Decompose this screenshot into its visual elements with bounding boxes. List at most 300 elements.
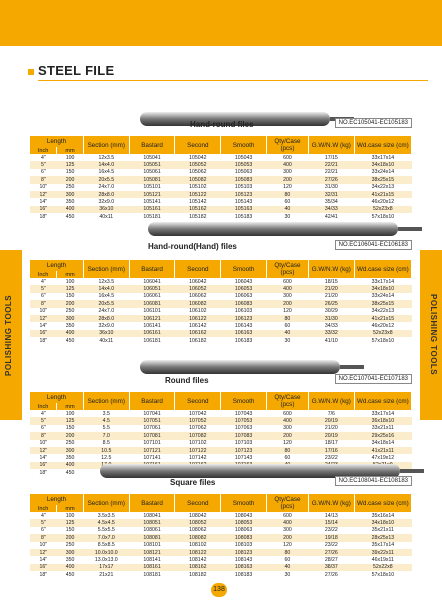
table-cell: 14" [39,455,48,462]
table-cell: 52x22x8 [354,564,411,571]
table-cell: 27/26 [308,549,354,556]
table-cell: 300 [283,425,292,432]
table-cell: 38x25x15 [354,300,411,307]
col-header-case-size: Wd.case size (cm) [354,392,411,410]
table-cell: 200 [266,300,308,307]
table-row [30,440,412,447]
table-cell: 4.5x4.5 [83,519,129,526]
table-cell: 107141 [143,455,161,462]
table-cell: 5" [30,417,57,424]
table-cell: 106101 [143,308,161,315]
table-cell: 108043 [234,512,253,519]
col-header-section: Section (mm) [83,136,129,154]
table-cell: 150 [65,293,75,300]
table-cell: 21/20 [324,425,338,432]
table-cell: 300 [57,315,84,322]
table-cell: 40x11 [99,213,114,220]
table-cell: 108052 [175,519,221,526]
table-cell: 30/29 [324,308,338,315]
table-cell: 41x21x11 [354,447,411,454]
file-tang [340,365,364,369]
table-cell: 600 [283,278,292,285]
table-cell: 52x23x8 [354,206,411,213]
col-header-bastard: Bastard [129,136,175,154]
top-header-bar [0,0,442,46]
table-cell: 200 [266,432,308,439]
col-header-second: Second [175,136,221,154]
table-cell: 108051 [129,519,175,526]
table-cell: 18/17 [324,440,338,447]
table-cell: 105043 [234,154,253,161]
table-cell: 105143 [234,199,253,206]
title-square-icon [28,69,34,75]
col-header-bastard: Bastard [129,260,175,278]
table-cell: 200 [57,300,84,307]
table-cell: 106102 [189,308,207,315]
table-cell: 106183 [234,337,253,344]
table-cell: 200 [266,534,308,541]
table-cell: 108101 [143,542,161,549]
table-cell: 105052 [175,161,221,168]
section-header [30,374,412,388]
table-cell: 23/22 [324,527,338,534]
section-code-range: NO.EC106041-EC106183 [335,240,412,250]
table-cell: 80 [266,549,308,556]
table-cell: 125 [57,417,84,424]
table-cell: 105051 [129,161,175,168]
table-cell: 105181 [143,213,161,220]
table-cell: 300 [57,191,84,198]
side-label-left: POLISHING TOOLS [4,294,13,376]
col-header-length: Length [30,260,83,271]
table-cell: 108061 [143,527,161,534]
table-cell: 200 [266,176,308,183]
table-row [30,519,412,526]
table-cell: 10" [39,542,48,549]
table-cell: 300 [57,447,84,454]
table-cell: 105182 [189,213,207,220]
table-cell: 20/19 [308,417,354,424]
table-cell: 30 [284,571,291,578]
table-cell: 300 [283,527,292,534]
table-cell: 106052 [175,285,221,292]
table-cell: 350 [65,455,75,462]
table-cell: 18" [39,213,48,220]
col-header-qty: Qty/Case (pcs) [266,136,308,154]
table-cell: 106053 [221,285,267,292]
table-cell: 24x7.0 [98,308,115,315]
section-code-range: NO.EC108041-EC108183 [335,476,412,486]
table-cell: 108053 [221,519,267,526]
table-cell: 5.5x5.5 [97,527,115,534]
table-cell: 108083 [221,534,267,541]
col-header-smooth: Smooth [221,494,267,512]
table-cell: 57x18x10 [371,571,395,578]
table-cell: 108103 [234,542,253,549]
table-cell: 33x24x14 [371,293,395,300]
col-header-qty: Qty/Case (pcs) [266,494,308,512]
table-cell: 8" [30,432,57,439]
table-cell: 105121 [129,191,175,198]
table-cell: 100 [65,154,75,161]
table-cell: 125 [57,285,84,292]
file-tang [398,227,422,231]
col-header-inch: Inch [30,147,57,154]
col-header-bastard: Bastard [129,494,175,512]
table-cell: 300 [283,293,292,300]
table-cell: 12" [30,315,57,322]
table-cell: 38x25x15 [354,176,411,183]
table-cell: 60 [284,323,291,330]
table-row [30,293,412,300]
table-cell: 34x18x10 [354,285,411,292]
table-cell: 105162 [175,206,221,213]
table-row [30,571,412,578]
title-rule [38,80,428,81]
table-cell: 5.5 [102,425,110,432]
table-cell: 106043 [234,278,253,285]
col-header-case-size: Wd.case size (cm) [354,260,411,278]
table-cell: 22/21 [308,161,354,168]
table-cell: 33/32 [308,330,354,337]
col-header-mm: mm [57,271,84,278]
table-cell: 107122 [175,447,221,454]
table-cell: 40x11 [99,337,114,344]
col-header-qty: Qty/Case (pcs) [266,260,308,278]
table-cell: 108183 [234,571,253,578]
table-cell: 28/27 [324,557,338,564]
table-cell: 200 [57,176,84,183]
table-cell: 250 [65,184,75,191]
table-cell: 106141 [143,323,161,330]
table-row [30,425,412,432]
col-header-case-size: Wd.case size (cm) [354,494,411,512]
table-cell: 300 [57,549,84,556]
table-row [30,191,412,198]
table-row [30,454,412,461]
table-cell: 40 [266,206,308,213]
table-cell: 10" [39,308,48,315]
table-row [30,330,412,337]
table-cell: 105101 [143,184,161,191]
table-cell: 107103 [234,440,253,447]
table-cell: 35x21x11 [371,527,394,534]
section-title: Square files [170,478,216,487]
table-cell: 107142 [189,455,207,462]
table-cell: 350 [65,323,75,330]
table-cell: 107143 [234,455,253,462]
file-photo [140,360,340,374]
table-cell: 150 [65,527,75,534]
section-header [30,240,412,254]
table-cell: 42/41 [324,213,338,220]
table-cell: 107123 [221,447,267,454]
table-cell: 400 [57,462,84,469]
table-cell: 107061 [143,425,161,432]
section-code-range: NO.EC107041-EC107183 [335,374,412,384]
table-cell: 18" [39,571,48,578]
table-cell: 17x17 [83,564,129,571]
table-cell: 12" [30,191,57,198]
col-header-weight: G.W/N.W (kg) [308,392,354,410]
table-cell: 34x22x13 [371,184,395,191]
table-cell: 106081 [129,300,175,307]
table-cell: 31/30 [308,315,354,322]
table-cell: 400 [57,564,84,571]
table-cell: 108163 [221,564,267,571]
table-cell: 100 [65,512,75,519]
table-cell: 106142 [189,323,207,330]
col-header-inch: Inch [30,271,57,278]
table-cell: 108181 [143,571,161,578]
table-cell: 27/26 [324,571,338,578]
table-cell: 33x17x14 [371,278,395,285]
spec-table [30,494,412,579]
table-cell: 105042 [189,154,207,161]
table-cell: 400 [57,206,84,213]
table-cell: 106042 [189,278,207,285]
table-cell: 22/21 [324,169,338,176]
table-cell: 250 [65,440,75,447]
table-row [30,198,412,205]
table-cell: 106062 [189,293,207,300]
table-row [30,527,412,534]
table-cell: 14/13 [324,512,338,519]
table-cell: 106103 [234,308,253,315]
table-cell: 400 [266,519,308,526]
table-cell: 106122 [175,315,221,322]
table-cell: 107121 [129,447,175,454]
table-cell: 105122 [175,191,221,198]
table-cell: 8" [30,534,57,541]
table-row [30,447,412,454]
table-cell: 600 [283,410,292,417]
col-header-length: Length [30,136,83,147]
table-cell: 106182 [189,337,207,344]
table-cell: 47x19x12 [371,455,395,462]
table-cell: 105081 [129,176,175,183]
table-cell: 18/15 [324,278,338,285]
table-cell: 107053 [221,417,267,424]
table-cell: 12x3.5 [98,278,115,285]
table-cell: 7.0 [83,432,129,439]
file-photo [148,222,398,236]
table-cell: 26/25 [308,300,354,307]
table-cell: 6" [40,425,46,432]
table-cell: 30 [284,337,291,344]
table-cell: 100 [65,278,75,285]
table-cell: 80 [266,447,308,454]
table-cell: 36x10 [83,206,129,213]
table-cell: 16x4.5 [98,169,115,176]
page-title: STEEL FILE [38,63,115,78]
table-cell: 105061 [143,169,161,176]
table-cell: 35/34 [324,199,338,206]
table-cell: 36x10 [83,330,129,337]
table-cell: 106051 [129,285,175,292]
table-cell: 106083 [221,300,267,307]
table-cell: 106041 [143,278,161,285]
table-cell: 17/16 [308,447,354,454]
table-cell: 8" [30,176,57,183]
table-cell: 33x24x14 [371,169,395,176]
table-cell: 600 [283,512,292,519]
col-header-smooth: Smooth [221,392,267,410]
table-cell: 106143 [234,323,253,330]
table-cell: 107083 [221,432,267,439]
col-header-case-size: Wd.case size (cm) [354,136,411,154]
table-cell: 46x20x12 [371,323,395,330]
table-cell: 107041 [143,410,161,417]
table-cell: 46x20x12 [371,199,395,206]
table-cell: 105142 [189,199,207,206]
table-cell: 14x4.0 [83,285,129,292]
table-cell: 4" [40,410,46,417]
file-tang [400,469,424,473]
table-cell: 108141 [143,557,161,564]
table-cell: 107063 [234,425,253,432]
spec-table [30,136,412,221]
table-cell: 28x8.0 [83,191,129,198]
table-cell: 32x9.0 [98,199,115,206]
col-header-section: Section (mm) [83,392,129,410]
table-cell: 200 [57,534,84,541]
table-cell: 21/20 [324,293,338,300]
table-cell: 16" [30,330,57,337]
table-cell: 120 [283,184,292,191]
table-cell: 105082 [175,176,221,183]
col-header-qty: Qty/Case (pcs) [266,392,308,410]
table-cell: 450 [65,469,75,476]
table-cell: 41x21x15 [354,315,411,322]
table-cell: 4" [40,278,46,285]
table-cell: 400 [57,330,84,337]
table-cell: 10" [39,440,48,447]
table-cell: 28x25x13 [354,534,411,541]
table-cell: 17/15 [324,154,338,161]
table-cell: 108102 [189,542,207,549]
col-header-mm: mm [57,147,84,154]
table-cell: 105123 [221,191,267,198]
table-cell: 450 [65,213,75,220]
col-header-mm: mm [57,505,84,512]
col-header-length: Length [30,392,83,403]
section-code-range: NO.EC105041-EC105183 [335,118,412,128]
table-cell: 29x25x16 [354,432,411,439]
table-cell: 46x19x11 [371,557,394,564]
table-cell: 57x18x10 [371,337,395,344]
table-cell: 34x18x10 [354,161,411,168]
table-cell: 108063 [234,527,253,534]
table-cell: 3.5 [102,410,110,417]
table-cell: 106161 [129,330,175,337]
table-cell: 105141 [143,199,161,206]
table-cell: 350 [65,199,75,206]
table-cell: 107101 [143,440,161,447]
side-tab-right [420,250,442,420]
page-number: 138 [211,583,227,597]
table-cell: 450 [65,337,75,344]
table-row [30,161,412,168]
table-cell: 120 [283,542,292,549]
table-row [30,176,412,183]
table-cell: 32/31 [308,191,354,198]
table-cell: 105083 [221,176,267,183]
table-cell: 108062 [189,527,207,534]
table-cell: 108123 [221,549,267,556]
table-row [30,549,412,556]
table-cell: 14" [39,323,48,330]
table-cell: 21x21 [99,571,114,578]
table-cell: 18" [39,469,48,476]
table-cell: 16x4.5 [98,293,115,300]
table-cell: 14" [39,199,48,206]
table-cell: 105041 [143,154,161,161]
table-cell: 106123 [221,315,267,322]
table-cell: 80 [266,315,308,322]
table-cell: 400 [266,417,308,424]
table-cell: 125 [57,519,84,526]
table-cell: 24x7.0 [98,184,115,191]
table-cell: 36x18x10 [354,417,411,424]
table-cell: 105102 [189,184,207,191]
table-row [30,278,412,285]
col-header-smooth: Smooth [221,136,267,154]
table-cell: 35x16x14 [371,512,395,519]
table-cell: 19/18 [308,534,354,541]
table-cell: 33x21x11 [371,425,394,432]
table-cell: 106082 [175,300,221,307]
table-cell: 108162 [175,564,221,571]
table-row [30,417,412,424]
table-cell: 35x17x14 [371,542,395,549]
section-header [30,476,412,490]
table-cell: 150 [65,425,75,432]
spec-table [30,260,412,345]
table-cell: 8.5x8.5 [97,542,115,549]
table-cell: 107051 [129,417,175,424]
table-row [30,308,412,315]
table-cell: 31/30 [324,184,338,191]
table-cell: 105183 [234,213,253,220]
table-cell: 120 [283,440,292,447]
section-title: Hand-round(Hand) files [148,242,237,251]
table-cell: 34x22x13 [371,308,395,315]
table-cell: 600 [283,154,292,161]
table-cell: 108082 [175,534,221,541]
table-cell: 6" [40,293,46,300]
table-cell: 80 [266,191,308,198]
table-cell: 200 [57,432,84,439]
table-cell: 106061 [143,293,161,300]
table-row [30,213,412,220]
section-header [30,118,412,132]
table-cell: 8" [30,300,57,307]
section-title: Hand-round files [190,120,254,129]
table-cell: 106063 [234,293,253,300]
table-row [30,512,412,519]
table-cell: 40 [266,330,308,337]
table-cell: 32x9.0 [98,323,115,330]
table-row [30,154,412,161]
col-header-weight: G.W/N.W (kg) [308,494,354,512]
table-cell: 106163 [221,330,267,337]
table-cell: 108182 [189,571,207,578]
table-cell: 106162 [175,330,221,337]
table-cell: 14x4.0 [83,161,129,168]
table-cell: 350 [65,557,75,564]
table-cell: 28x8.0 [83,315,129,322]
